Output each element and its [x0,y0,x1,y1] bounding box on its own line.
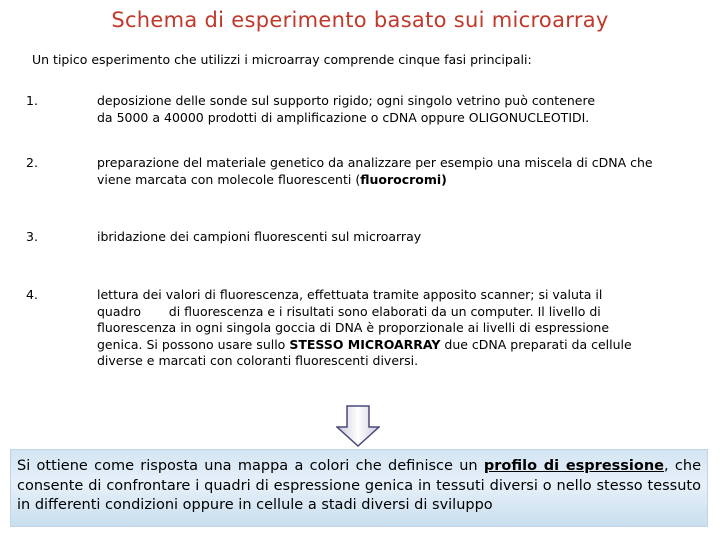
step-text: deposizione delle sonde sul supporto rigido; ogni singolo vetrino può contenere da 5000 a 40000 prodotti di amplificazione o cDNA oppure OLIGONUCLEOTIDI. [97,93,596,125]
step-text: preparazione del materiale genetico da analizzare per esempio una miscela di cDNA che viene marcata con molecole fluorescenti (fluorocromi) [97,155,653,187]
page-title: Schema di esperimento basato sui microarray [111,8,609,32]
intro-text: Un tipico esperimento che utilizzi i microarray comprende cinque fasi principali: [32,52,532,67]
step-text: ibridazione dei campioni fluorescenti sul microarray [97,229,422,244]
step-number: 4. [26,287,38,302]
down-arrow-icon [336,405,380,447]
step-number: 3. [26,229,38,244]
step-number: 2. [26,155,38,170]
step-text: lettura dei valori di fluorescenza, effettuata tramite apposito scanner; si valuta il quadro di fluorescenza e i risultati sono elaborati da un computer. Il livello di fluorescenza in ogni singola goccia di DNA è proporzionale ai livelli di espressione genica. Si possono usare sullo STESSO MICROARRAY due cDNA preparati da cellule diverse e marcati con coloranti fluorescenti diversi. [97,287,632,368]
step-number: 1. [26,93,38,108]
result-box: Si ottiene come risposta una mappa a colori che definisce un profilo di espressione, che consente di confrontare i quadri di espressione genica in tessuti diversi o nello stesso tessuto in differenti condizioni oppure in cellule a stadi diversi di sviluppo [10,449,708,527]
